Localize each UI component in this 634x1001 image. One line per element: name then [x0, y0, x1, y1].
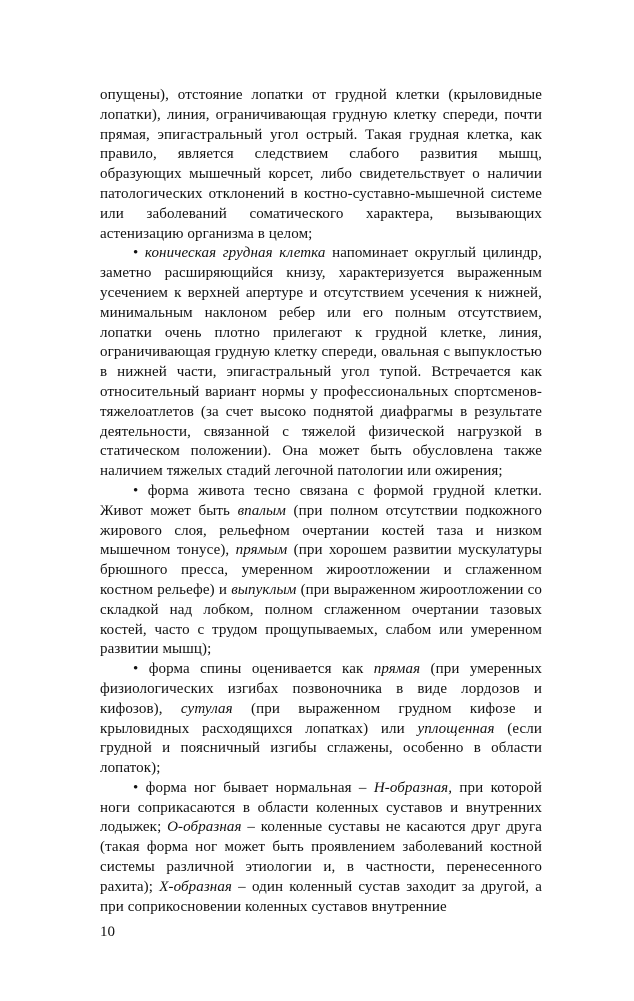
italic-term: выпуклым [231, 581, 297, 598]
italic-term: прямая [373, 661, 421, 678]
italic-term: Х-образная [159, 878, 232, 895]
italic-term: уплощенная [417, 720, 495, 737]
paragraph [100, 86, 542, 244]
text-run: • [133, 245, 145, 262]
italic-term: О-образная [167, 819, 242, 836]
text-run: (при умеренных физиологических изгибах позвоночника в виде лордозов и кифозов), [100, 661, 542, 717]
text-run: – коленные суставы не касаются друг друга (такая форма ног может быть проявлением заболеваний костной системы различной этиологии и, в частности, перенесенного рахита); [100, 819, 542, 895]
italic-term: коническая грудная клетка [144, 245, 326, 262]
text-run: (при выраженном жироотложении со складкой над лобком, полном сглаженном очертании тазовых костей, часто с трудом прощупываемых, слабом или умеренном развитии мышц); [100, 581, 542, 658]
text-run: (при полном отсутствии подкожного жирового слоя, рельефном очертании костей таза и низком мышечном тонусе), [100, 502, 543, 559]
text-run: (если грудной и поясничный изгибы сглажены, особенно в области лопаток); [100, 720, 543, 777]
text-run: • форма живота тесно связана с формой грудной клетки. Живот может быть [100, 482, 542, 519]
italic-term: впалым [237, 502, 286, 519]
italic-term: Н-образная, [373, 779, 453, 796]
text-run: опущены), отстояние лопатки от грудной клетки (крыловидные лопатки), линия, ограничивающая грудную клетку спереди, почти прямая, эпигастральный угол острый. Такая грудная клетка, как правило, является следствием слабого развития мышц, образующих мышечный корсет, либо свидетельствует о наличии патологических отклонений в костно-суставно-мышечной системе или заболеваний соматического характера, вызывающих астенизацию организма в целом; [100, 87, 542, 242]
paragraph [100, 660, 542, 779]
text-run: (при выраженном грудном кифозе и крыловидных расходящихся лопатках) или [100, 700, 542, 737]
italic-term: сутулая [180, 700, 233, 717]
italic-term: прямым [235, 542, 288, 559]
text-run: • форма спины оценивается как [133, 661, 374, 678]
text-run: напоминает округлый цилиндр, заметно расширяющийся книзу, характеризуется выраженным усечением к верхней апертуре и отсутствием усечения к нижней, минимальным наклоном ребер или его полным отсутствием, лопатки очень плотно прилегают к грудной клетке, линия, ограничивающая грудную клетку спереди, овальная с выпуклостью в нижней части, эпигастральный угол тупой. Встречается как относительный вариант нормы у профессиональных спортсменов-тяжелоатлетов (за счет высоко поднятой диафрагмы в результате деятельности, связанной с тяжелой физической нагрузкой в статическом положении). Она может быть обусловлена также наличием тяжелых стадий легочной патологии или ожирения; [100, 245, 542, 480]
page-number: 10 [100, 924, 115, 940]
text-run: (при хорошем развитии мускулатуры брюшного пресса, умеренном жироотложении и сглаженном костном рельефе) и [100, 542, 542, 598]
paragraph [100, 482, 542, 660]
text-run: – один коленный сустав заходит за другой, а при соприкосновении коленных суставов внутренние [100, 878, 542, 915]
paragraph [100, 779, 542, 918]
text-block [100, 86, 542, 917]
paragraph [100, 244, 542, 482]
text-run: при которой ноги соприкасаются в области коленных суставов и внутренних лодыжек; [100, 779, 543, 836]
text-run: • форма ног бывает нормальная – [133, 779, 374, 796]
